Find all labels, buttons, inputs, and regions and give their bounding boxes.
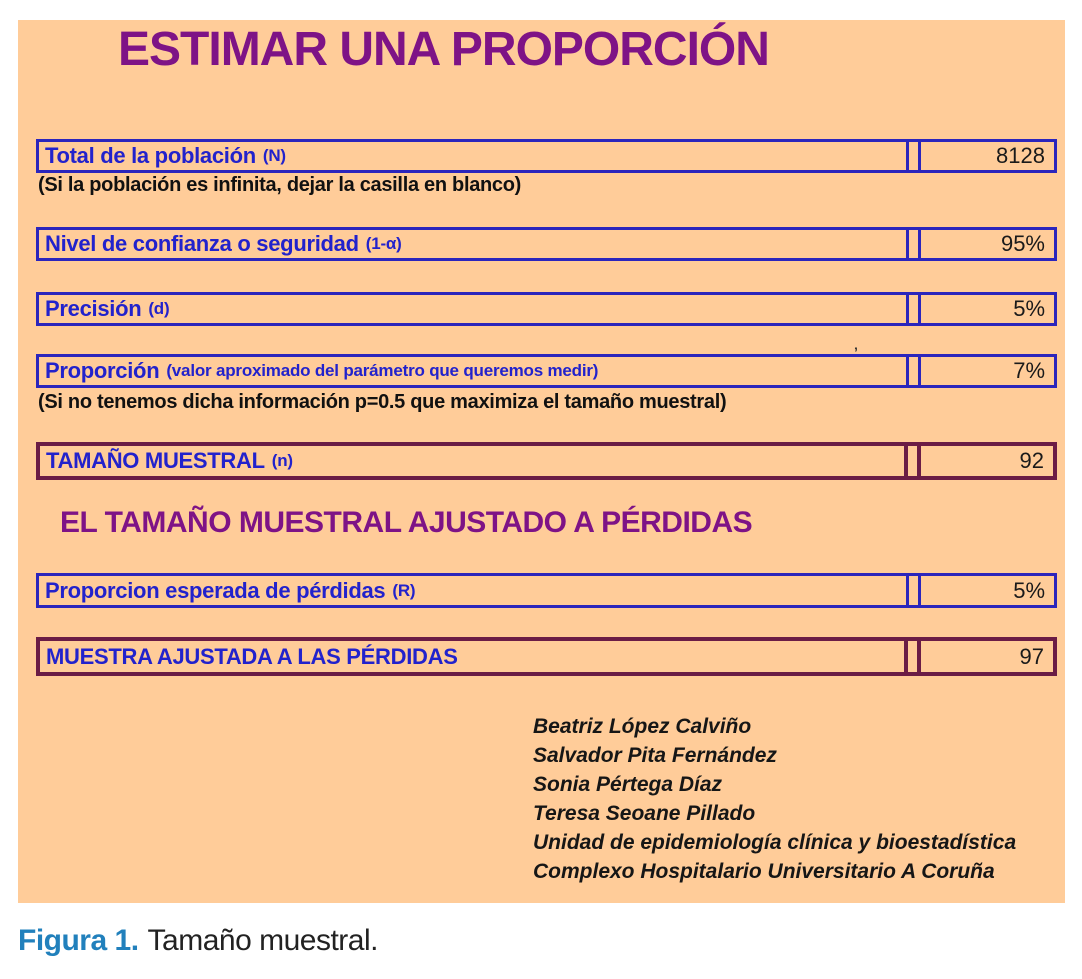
cell-divider	[906, 576, 909, 605]
row-label	[39, 576, 906, 605]
credit-line: Teresa Seoane Pillado	[533, 802, 756, 825]
stray-mark: ’	[854, 344, 858, 360]
row-label-suffix: (R)	[392, 580, 416, 600]
panel-title: ESTIMAR UNA PROPORCIÓN	[118, 23, 769, 76]
credit-line: Beatriz López Calviño	[533, 715, 752, 738]
calculator-panel	[18, 20, 1065, 903]
row-nivel-confianza	[36, 227, 1057, 261]
figure-caption	[18, 924, 378, 958]
tamano-muestral-value-cell: 92	[917, 446, 1053, 476]
row-label-suffix: (valor aproximado del parámetro que queremos medir)	[166, 361, 599, 380]
credit-line: Unidad de epidemiología clínica y bioestadística	[533, 831, 1017, 854]
cell-divider	[904, 641, 908, 672]
note-population: (Si la población es infinita, dejar la casilla en blanco)	[38, 174, 522, 196]
muestra-ajustada-value-cell: 97	[917, 641, 1053, 672]
row-label-text: Proporción	[45, 358, 160, 383]
row-label-suffix: (N)	[262, 146, 286, 165]
nivel-confianza-value-cell[interactable]: 95%	[918, 230, 1054, 258]
cell-divider	[906, 142, 909, 170]
panel-subtitle: EL TAMAÑO MUESTRAL AJUSTADO A PÉRDIDAS	[60, 506, 753, 539]
row-proporcion-perdidas	[36, 573, 1057, 608]
row-label	[39, 357, 906, 385]
proporcion-value-cell[interactable]: 7%	[918, 357, 1054, 385]
row-label-text: TAMAÑO MUESTRAL	[46, 448, 265, 473]
row-label	[40, 641, 904, 672]
credits-block	[533, 712, 1016, 886]
figure-caption-text: Tamaño muestral.	[147, 924, 378, 957]
row-label-text: Proporcion esperada de pérdidas	[45, 577, 386, 603]
row-label-text: MUESTRA AJUSTADA A LAS PÉRDIDAS	[46, 643, 458, 669]
credit-line: Salvador Pita Fernández	[533, 744, 777, 767]
cell-divider	[904, 446, 908, 476]
row-label	[39, 295, 906, 323]
row-tamano-muestral	[36, 442, 1057, 480]
figure-caption-label: Figura 1.	[18, 924, 139, 957]
row-label-text: Nivel de confianza o seguridad	[45, 231, 359, 256]
row-total-poblacion	[36, 139, 1057, 173]
row-label-suffix: (1-α)	[365, 234, 402, 253]
row-label-suffix: (d)	[148, 299, 170, 318]
row-label-text: Total de la población	[45, 143, 256, 168]
row-label	[39, 230, 906, 258]
row-label	[39, 142, 906, 170]
row-proporcion	[36, 354, 1057, 388]
credit-line: Sonia Pértega Díaz	[533, 773, 723, 796]
cell-divider	[906, 295, 909, 323]
row-precision	[36, 292, 1057, 326]
total-poblacion-value-cell[interactable]: 8128	[918, 142, 1054, 170]
cell-divider	[906, 230, 909, 258]
note-proportion: (Si no tenemos dicha información p=0.5 que maximiza el tamaño muestral)	[38, 391, 727, 413]
credit-line: Complexo Hospitalario Universitario A Coruña	[533, 860, 995, 883]
row-muestra-ajustada	[36, 637, 1057, 676]
row-label-suffix: (n)	[271, 451, 293, 470]
cell-divider	[906, 357, 909, 385]
row-label-text: Precisión	[45, 296, 142, 321]
row-label	[40, 446, 904, 476]
proporcion-perdidas-value-cell[interactable]: 5%	[918, 576, 1054, 605]
precision-value-cell[interactable]: 5%	[918, 295, 1054, 323]
